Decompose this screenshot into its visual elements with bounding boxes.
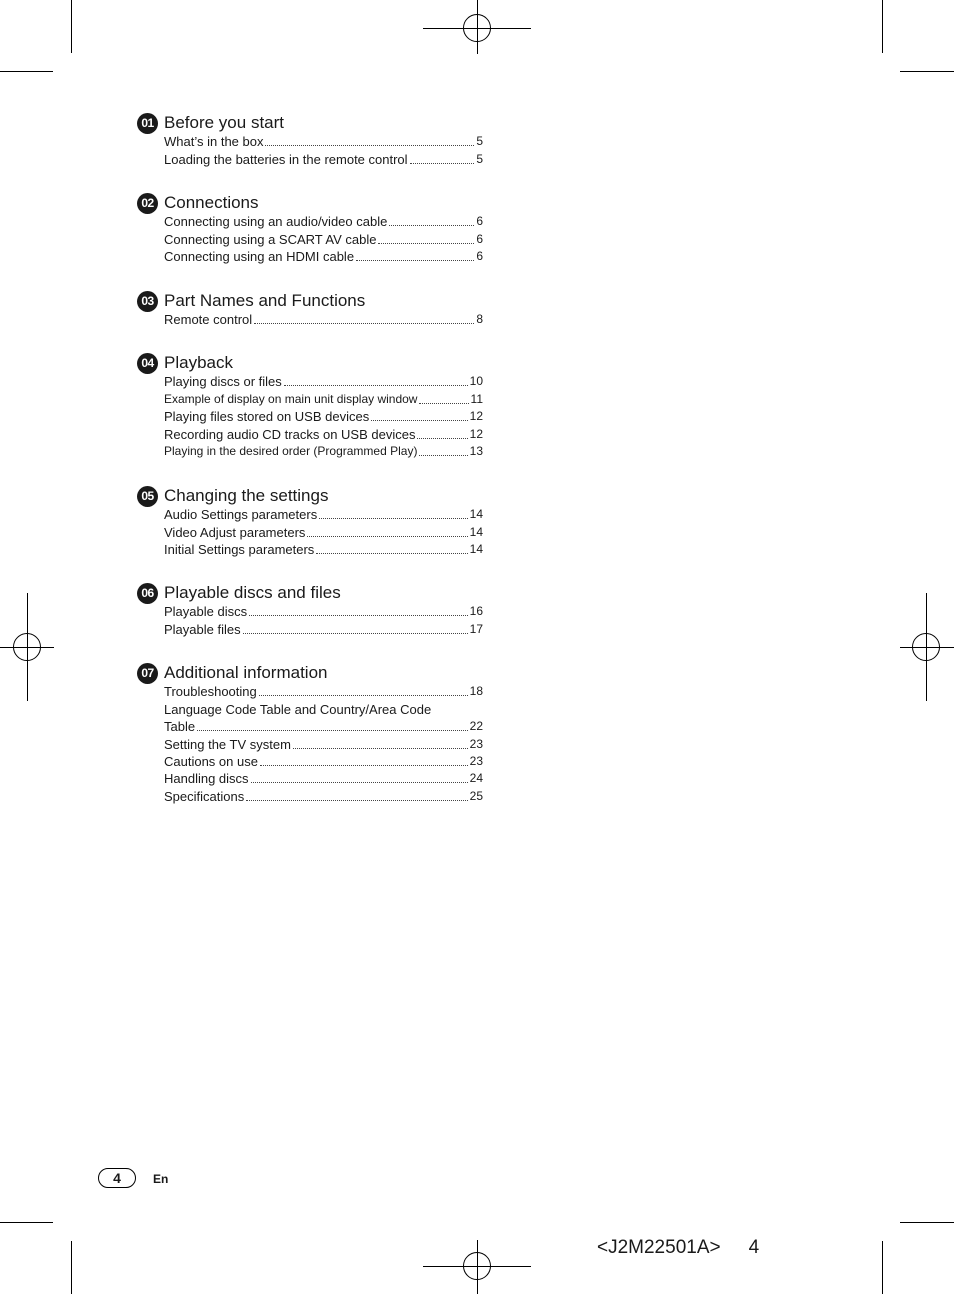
toc-entry[interactable]: Initial Settings parameters 14 bbox=[164, 542, 483, 558]
toc-entry[interactable]: Connecting using an audio/video cable 6 bbox=[164, 214, 483, 230]
section-number-badge: 04 bbox=[137, 353, 158, 374]
toc-section bbox=[137, 662, 483, 805]
toc-entry[interactable]: Troubleshooting 18 bbox=[164, 684, 483, 700]
registration-mark bbox=[463, 14, 491, 42]
toc-entry[interactable]: Playing discs or files 10 bbox=[164, 374, 483, 390]
toc-entry[interactable]: Table 22 bbox=[164, 719, 483, 735]
toc-section bbox=[137, 352, 483, 460]
toc-entry[interactable]: Playable discs 16 bbox=[164, 604, 483, 620]
toc-entry[interactable]: Remote control 8 bbox=[164, 312, 483, 328]
toc-entry[interactable]: Playing files stored on USB devices 12 bbox=[164, 409, 483, 425]
crop-mark bbox=[900, 71, 954, 72]
section-title[interactable]: Part Names and Functions bbox=[164, 291, 366, 310]
job-page-number: 4 bbox=[748, 1237, 760, 1258]
toc-entry[interactable]: Specifications 25 bbox=[164, 788, 483, 804]
crop-mark bbox=[882, 0, 883, 53]
section-number-badge: 03 bbox=[137, 291, 158, 312]
section-title[interactable]: Playable discs and files bbox=[164, 583, 341, 602]
crop-mark bbox=[71, 0, 72, 53]
toc-entry[interactable]: Setting the TV system 23 bbox=[164, 736, 483, 752]
toc-section bbox=[137, 192, 483, 265]
toc-section bbox=[137, 290, 483, 328]
registration-mark bbox=[463, 1252, 491, 1280]
section-number-badge: 01 bbox=[137, 113, 158, 134]
crop-mark bbox=[900, 1222, 954, 1223]
section-title[interactable]: Playback bbox=[164, 353, 233, 372]
toc-entry[interactable]: Video Adjust parameters 14 bbox=[164, 524, 483, 540]
section-title[interactable]: Changing the settings bbox=[164, 486, 329, 505]
section-number-badge: 02 bbox=[137, 193, 158, 214]
language-code: En bbox=[153, 1172, 169, 1186]
section-title[interactable]: Connections bbox=[164, 193, 259, 212]
crop-mark bbox=[882, 1241, 883, 1294]
toc-entry[interactable]: Recording audio CD tracks on USB devices 12 bbox=[164, 426, 483, 442]
section-number-badge: 06 bbox=[137, 583, 158, 604]
registration-mark bbox=[912, 633, 940, 661]
toc-section bbox=[137, 582, 483, 638]
toc-entry[interactable]: Language Code Table and Country/Area Code bbox=[164, 701, 432, 717]
toc-entry[interactable]: Audio Settings parameters 14 bbox=[164, 507, 483, 523]
section-number-badge: 07 bbox=[137, 663, 158, 684]
crop-mark bbox=[71, 1241, 72, 1294]
crop-mark bbox=[0, 1222, 53, 1223]
toc-entry[interactable]: Example of display on main unit display window 11 bbox=[164, 391, 483, 406]
registration-mark bbox=[13, 633, 41, 661]
section-title[interactable]: Before you start bbox=[164, 113, 285, 132]
toc-entry[interactable]: Loading the batteries in the remote control 5 bbox=[164, 151, 483, 167]
toc-section bbox=[137, 112, 483, 168]
section-number-badge: 05 bbox=[137, 486, 158, 507]
toc-entry[interactable]: Connecting using a SCART AV cable 6 bbox=[164, 231, 483, 247]
toc-section bbox=[137, 485, 483, 558]
toc-entry[interactable]: Playing in the desired order (Programmed Play) 13 bbox=[164, 443, 483, 458]
toc-entry[interactable]: Cautions on use 23 bbox=[164, 753, 483, 769]
toc-entry[interactable]: Playable files 17 bbox=[164, 621, 483, 637]
toc-entry[interactable]: What’s in the box 5 bbox=[164, 134, 483, 150]
crop-mark bbox=[0, 71, 53, 72]
toc-entry[interactable]: Connecting using an HDMI cable 6 bbox=[164, 249, 483, 265]
toc-entry[interactable]: Handling discs 24 bbox=[164, 771, 483, 787]
job-code: <J2M22501A> 4 bbox=[597, 1237, 760, 1258]
section-title[interactable]: Additional information bbox=[164, 663, 328, 682]
page-number: 4 bbox=[98, 1168, 136, 1188]
